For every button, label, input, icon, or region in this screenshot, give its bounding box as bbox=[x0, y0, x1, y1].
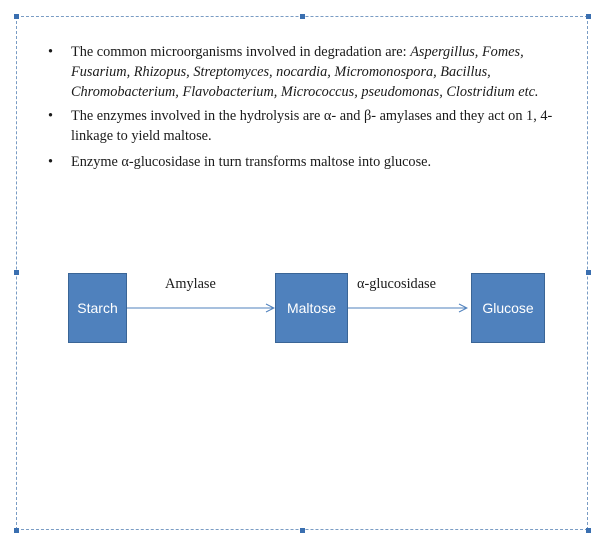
microorganisms-intro-text: The common microorganisms involved in degradation are: bbox=[71, 44, 411, 60]
microorganisms-list-text: Aspergillus, Fomes, Fusarium, Rhizopus, Streptomyces, nocardia, Micromonospora, Bacillus, Chromobacterium, Flavobacterium, Micrococcus, pseudomonas, Clostridium etc. bbox=[71, 44, 539, 100]
bullet-dot: • bbox=[48, 154, 54, 170]
enzymes-text: The enzymes involved in the hydrolysis are α- and β- amylases and they act on 1, 4-linkage to yield maltose. bbox=[71, 108, 553, 144]
glucosidase-text: Enzyme α-glucosidase in turn transforms maltose into glucose. bbox=[71, 154, 432, 170]
label-amylase: Amylase bbox=[165, 276, 216, 292]
bullet-dot: • bbox=[48, 108, 54, 124]
node-glucose[interactable]: Glucose bbox=[471, 273, 545, 343]
node-maltose[interactable]: Maltose bbox=[275, 273, 348, 343]
label-alpha-glucosidase: α-glucosidase bbox=[357, 276, 436, 292]
bullet-dot: • bbox=[48, 44, 54, 60]
node-starch[interactable]: Starch bbox=[68, 273, 127, 343]
